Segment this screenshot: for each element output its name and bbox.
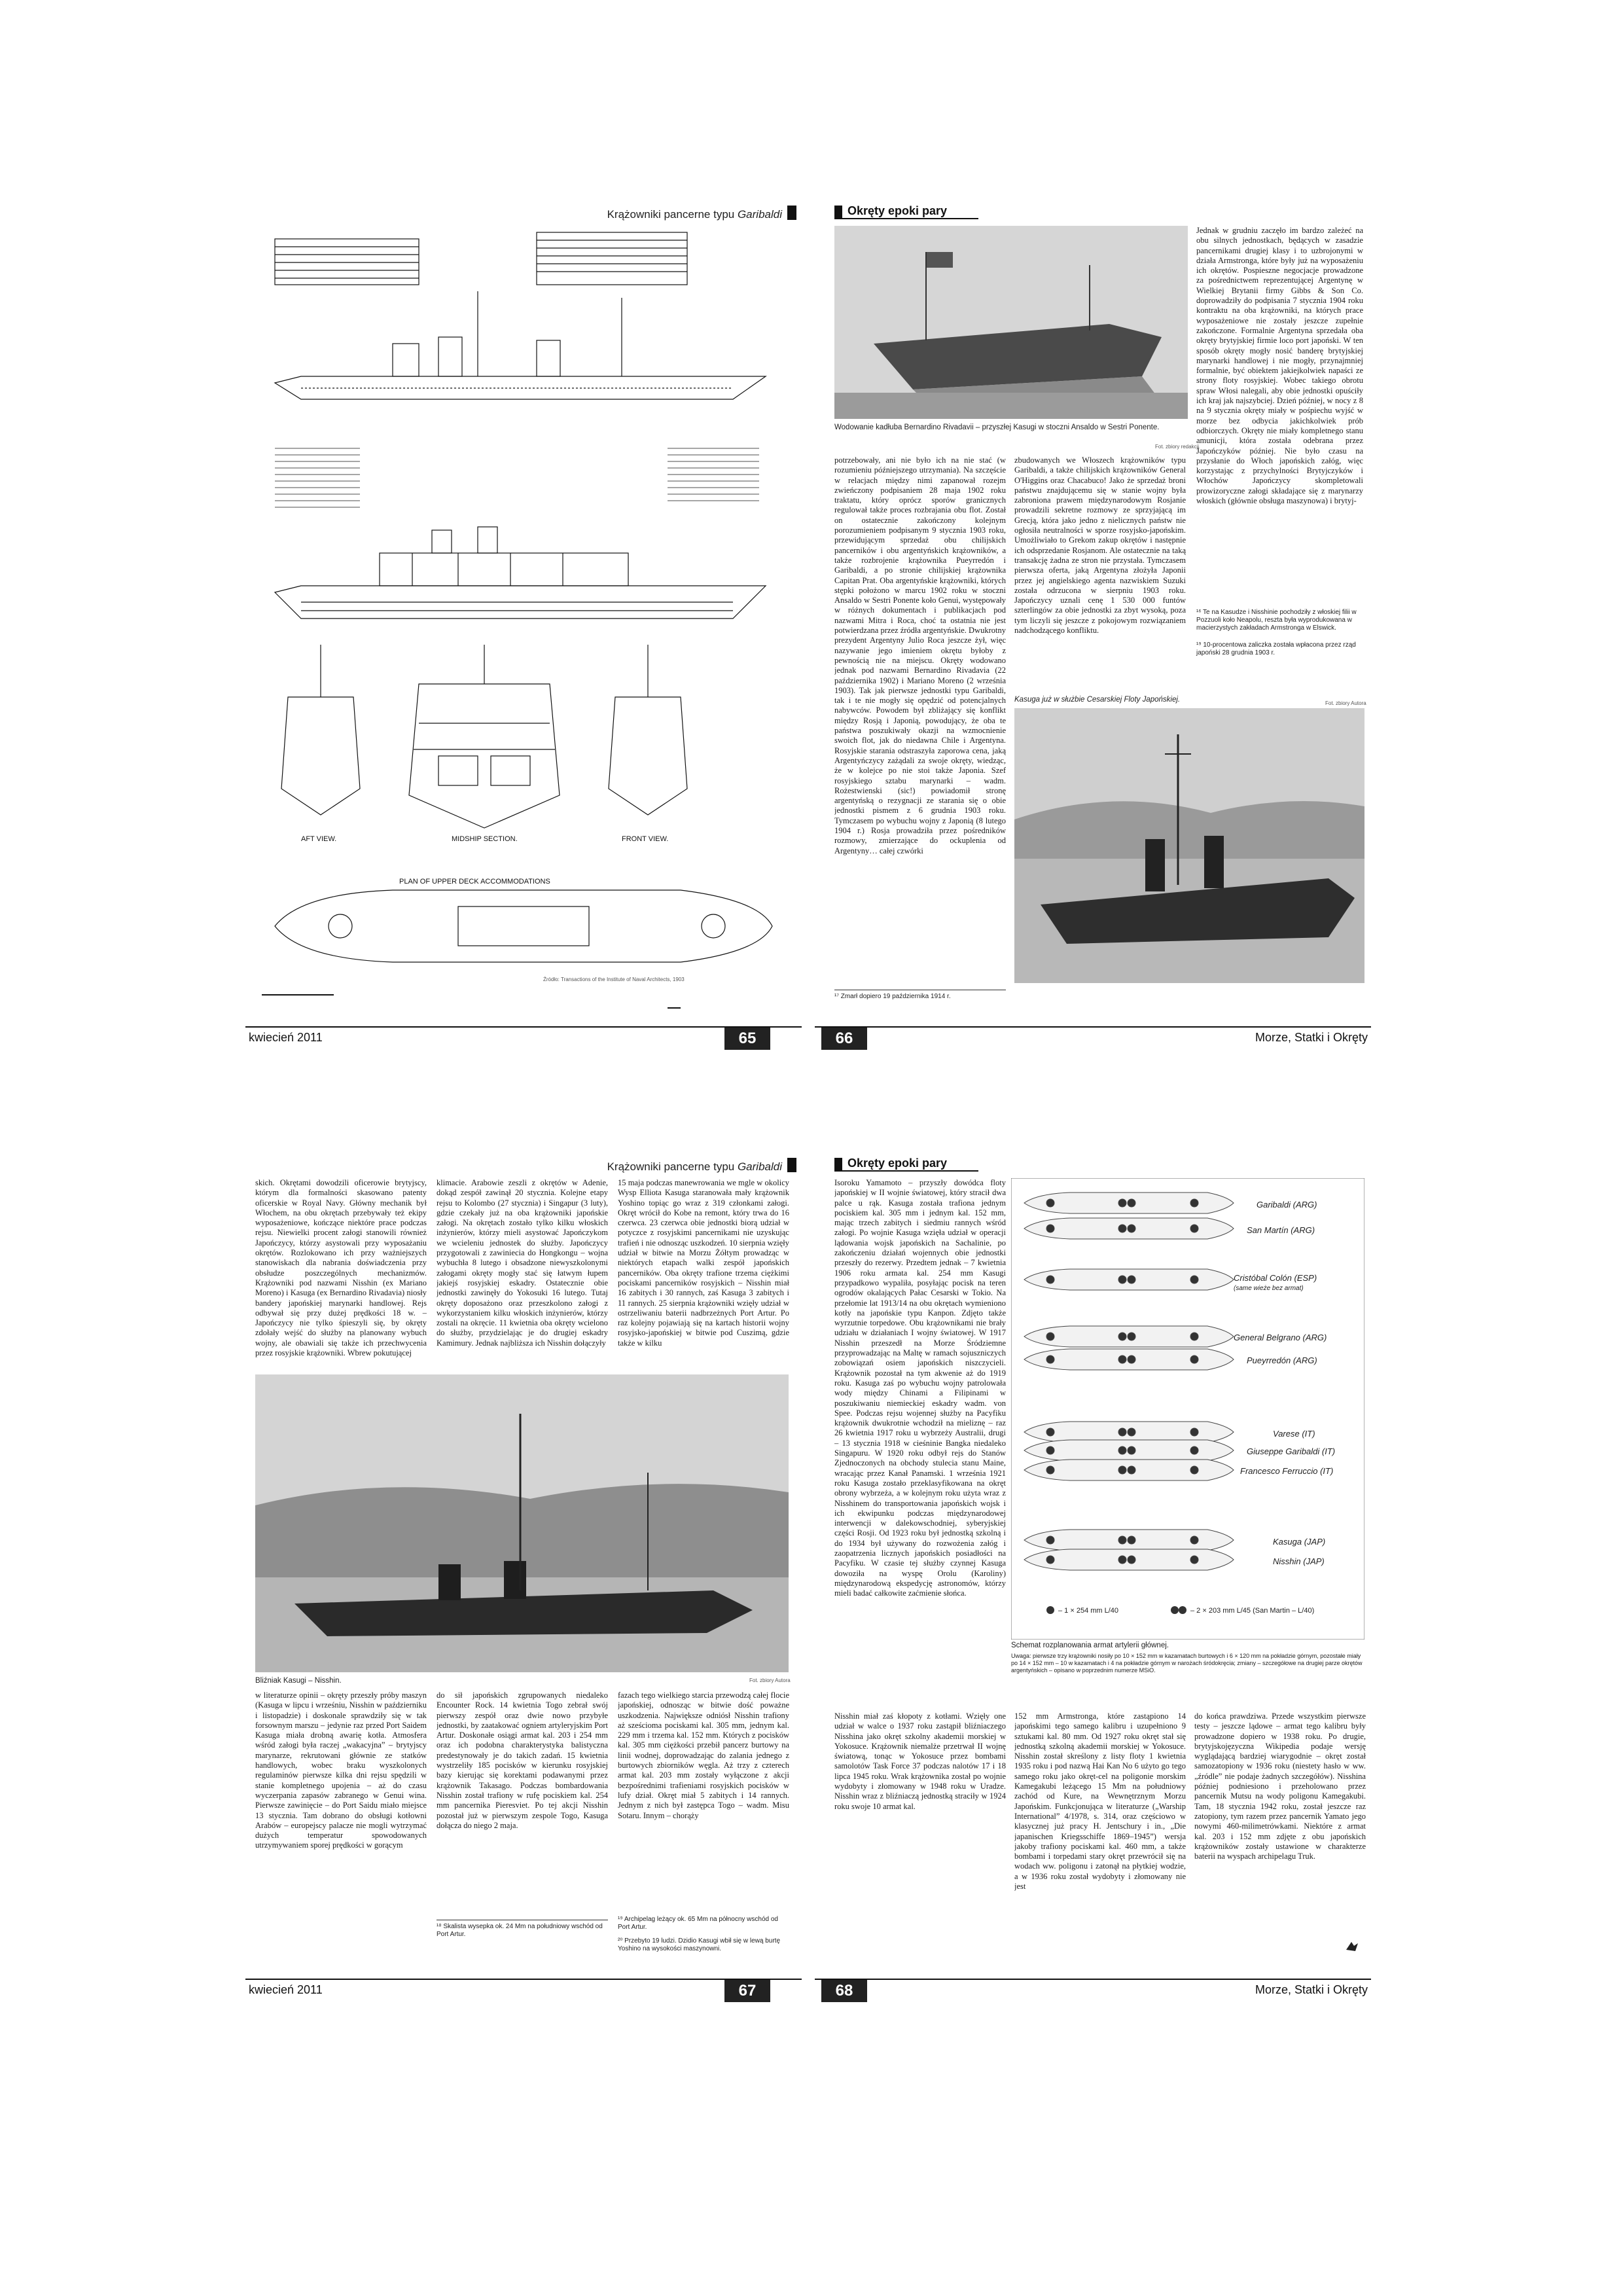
- gun-turret-marker: [1118, 1333, 1126, 1340]
- ship-label-general-belgrano: General Belgrano (ARG): [1234, 1333, 1327, 1342]
- gun-turret-marker: [1190, 1276, 1198, 1283]
- footnote-18: ¹⁸ Skalista wysepka ok. 24 Mm na południowy wschód od Port Artur.: [437, 1920, 608, 1939]
- gun-turret-marker: [1046, 1355, 1054, 1363]
- gun-turret-marker: [1190, 1446, 1198, 1454]
- gun-turret-marker: [1190, 1556, 1198, 1564]
- gun-turret-marker: [1128, 1428, 1135, 1436]
- page-number: 67: [724, 1980, 770, 2002]
- ship-label-francesco-ferruccio: Francesco Ferruccio (IT): [1240, 1466, 1334, 1476]
- gun-turret-marker: [1046, 1536, 1054, 1544]
- gun-turret-marker: [1190, 1225, 1198, 1232]
- header-marker: [787, 1158, 796, 1172]
- page-65: [245, 196, 802, 1064]
- gun-turret-marker: [1118, 1446, 1126, 1454]
- kasuga-photo: [1014, 708, 1364, 983]
- article-column-3: 15 maja podczas manewrowania we mgle w okolicy Wysp Elliota Kasuga staranowała mały krążownik Yoshino topiąc go wraz z 319 członkami załogi. Okręt wrócił do Kobe na remont, który trwa do 16 czerwca. 23 czerwca obie jednostki biorą udział w potyczce z rosyjskimi pancernikami nie uzyskując trafień i nie odnosząc uszkodzeń. 10 sierpnia wzięły udział w bitwie na Morzu Żółtym prowadząc w niektórych etapach walki zespół japońskich pancerników. Oba okręty trafione trzema ciężkimi pociskami pancerników rosyjskich – Nisshin miał 16 zabitych i 30 rannych, zaś Kasuga 3 zabitych i 11 rannych. 25 sierpnia krążowniki wzięły udział w ostrzeliwaniu baterii nadbrzeżnych Port Artur. Po raz kolejny pojawiają się na kartach historii wojny rosyjsko-japońskiej w bitwie pod Cuszimą, gdzie także w kilku: [618, 1178, 789, 1348]
- article-column-2: zbudowanych we Włoszech krążowników typu Garibaldi, a także chilijskich krążowników General O'Higgins oraz Chacabuco! Jako że sprzedaż broni państwu znajdującemu się w stanie wojny była zabroniona prawem międzynarodowym Rosjanie prowadzili sekretne rozmowy ze sprzyjającą im Grecją, która jako jedno z nielicznych państw nie ogłosiła neutralności w sporze rosyjsko-japońskim. Umożliwiało to Grekom zakup okrętów i następnie ich odsprzedanie Rosjanom. Ale ostatecznie na taką transakcję żadna ze stron nie przystała. Tymczasem pierwsza oferta, jaką Argentyna złożyła Japonii przez jej angielskiego agenta nazwiskiem Suzuki została odrzucona w sierpniu 1903 roku. Japończycy uznali cenę 1 530 000 funtów szterlingów za obie jednostki za zbyt wysoką, poza tym liczyli się jeszcze z pokojowym rozwiązaniem nadchodzącego konfliktu.: [1014, 456, 1186, 636]
- armament-layout-diagram: [1011, 1178, 1364, 1640]
- ship-label-cristobal-colon: Cristóbal Colón (ESP): [1234, 1273, 1317, 1283]
- footnote-19: ¹⁹ Archipelag leżący ok. 65 Mm na północny wschód od Port Artur.: [618, 1916, 778, 1931]
- legend-twin-gun-marker-2: [1179, 1606, 1186, 1614]
- article-column-3: Jednak w grudniu zaczęło im bardzo zależeć na obu silnych jednostkach, będących w zasadzie pancernikami drugiej klasy i to uzbrojonymi w działa Armstronga, które były już na wyposażeniu ich okrętów. Pospieszne negocjacje prowadzone za pośrednictwem reprezentującej Argentynę w Wielkiej Brytanii firmy Gibbs & Son Co. doprowadziły do podpisania 7 stycznia 1904 roku kontraktu na oba krążowniki, na których prace wyposażeniowe nie zostały jeszcze zupełnie zakończone. Formalnie Argentyna sprzedała oba okręty brytyjskiej firmie loco port japoński. W ten sposób okręty mogły nosić banderę brytyjskiej marynarki handlowej i nie mogły, przynajmniej formalnie, być obiektem jakiejkolwiek napaści ze strony floty rosyjskiej. Wobec takiego obrotu spraw Włosi nalegali, aby obie jednostki opuściły ich kraj jak najszybciej. Dzień później, w nocy z 8 na 9 stycznia okręty miały w pośpiechu wyjść w morze bez odbycia jakichkolwiek prób odbiorczych. Okręty nie miały kompletnego stanu amunicji, która została odebrana przez Japończyków później. Nie było czasu na przysłanie do Włoch japońskich załóg, więc korzystając z przychylności Brytyjczyków i Włochów Japończycy skompletowali prowizoryczne załogi składające się z marynarzy włoskich (głównie obsługa maszynowa) i brytyj-: [1196, 226, 1363, 506]
- footer-rule: [245, 1026, 802, 1028]
- midship-section-title: MIDSHIP SECTION.: [452, 835, 518, 843]
- ship-label-varese: Varese (IT): [1273, 1429, 1315, 1439]
- ship-label-kasuga: Kasuga (JAP): [1273, 1537, 1326, 1547]
- footer-rule: [815, 1026, 1371, 1028]
- gun-turret-marker: [1128, 1466, 1135, 1474]
- running-header: Okręty epoki pary: [834, 204, 978, 219]
- kasuga-photo-credit: Fot. zbiory Autora: [1325, 700, 1366, 706]
- footnote-16: ¹⁶ Te na Kasudze i Nisshinie pochodziły z włoskiej filii w Pozzuoli koło Neapolu, reszta była wyprodukowana w macierzystych zakładach Armstronga w Elswick.: [1196, 609, 1357, 632]
- diagram-caption: Schemat rozplanowania armat artylerii głównej.: [1011, 1641, 1169, 1649]
- gun-turret-marker: [1118, 1466, 1126, 1474]
- nisshin-photo-credit: Fot. zbiory Autora: [749, 1677, 791, 1683]
- gun-turret-marker: [1046, 1276, 1054, 1283]
- page-68: [815, 1149, 1371, 2016]
- gun-turret-marker: [1128, 1225, 1135, 1232]
- gun-turret-marker: [1046, 1556, 1054, 1564]
- article-column-1: potrzebowały, ani nie było ich na nie stać (w rozumieniu późniejszego utrzymania). Na szczęście w relacjach między nimi zapanował rozejm zwieńczony podpisaniem 28 maja 1902 roku traktatu, który oprócz sporów granicznych regulował także proces rozbrajania obu flot. Został on ostatecznie zakończony kolejnym porozumieniem podpisanym 9 stycznia 1903 roku, przewidującym sprzedaż obu chilijskich pancerników i obu argentyńskich krążowników, a także rozbrojenie krążownika Pueyrredón i Garibaldi, a po stronie chilijskiej krążownika Capitan Prat. Oba argentyńskie krążowniki, których stępki położono w marcu 1902 roku w stoczni Ansaldo w Sestri Ponente koło Genui, występowały w różnych dokumentach i publikacjach pod nazwami Mitra i Roca, choć ta ostatnia nie jest potwierdzana przez źródła argentyńskie. Dwukrotny prezydent Argentyny Julio Roca jeszcze żył, więc nazywanie jego imieniem okrętu byłoby z pewnością nie na miejscu. Okręty wodowano jednak pod nazwami Bernardino Rivadavia (22 października 1902) i Mariano Moreno (2 września 1903). Tak jak pierwsze jednostki typu Garibaldi, tak i te nie mogły się opędzić od potencjalnych nabywców. Powodem był zbliżający się konflikt między Rosją i Japonią, powodujący, że oba te państwa poszukiwały okazji na wzmocnienie swoich flot, jak do niedawna Chile i Argentyna. Rosyjskie starania odstraszyła zaporowa cena, jaką Argentyńczycy zażądali za swoje okręty, wiedząc, że w kolejce po nie stoi także Japonia. Szef rosyjskiego sztabu marynarki – wadm. Rożestwienski (sic!) powiadomił stronę argentyńską o rezygnacji ze starania się o obie jednostki pismem z 6 grudnia 1903 roku. Tymczasem po wybuchu wojny z Japonią (8 lutego 1904 r.) Rosja prowadziła przez pośredników rozmowy, zmierzające do ockuplenia od Argentyny… całej czwórki: [834, 456, 1006, 855]
- gun-turret-marker: [1118, 1556, 1126, 1564]
- gun-turret-marker: [1128, 1536, 1135, 1544]
- header-marker: [787, 206, 796, 220]
- launch-photo-caption: Wodowanie kadłuba Bernardino Rivadavii – przyszłej Kasugi w stoczni Ansaldo w Sestri Ponente.: [834, 423, 1160, 431]
- launch-photo: [834, 226, 1188, 419]
- footnote-20: ²⁰ Przebyto 19 ludzi. Dzidio Kasugi wbił się w lewą burtę Yoshino na wysokości maszynowni.: [618, 1937, 781, 1952]
- gun-turret-marker: [1046, 1428, 1054, 1436]
- gun-turret-marker: [1118, 1225, 1126, 1232]
- legend-twin-gun: – 2 × 203 mm L/45 (San Martin – L/40): [1190, 1607, 1315, 1615]
- kasuga-photo-caption: Kasuga już w służbie Cesarskiej Floty Japońskiej.: [1014, 696, 1181, 704]
- article-column-3: do końca prawdziwa. Przede wszystkim pierwsze testy – jeszcze lądowe – armat tego kalibru były prowadzone dopiero w 1938 roku. Po drugie, brytyjskojęzyczna Wikipedia podaje wersję wyglądającą bardziej wiarygodnie – okręt został samozatopiony w 1936 roku (niestety hasło w ww. „źródle” nie podaje żadnych szczegółów). Nisshina później podniesiono i przeholowano przez pancernik Mutsu na wody poligonu Kamegakubi. Tam, 18 stycznia 1942 roku, został jeszcze raz zatopiony, tym razem przez pancernik Yamato jego nowymi 460-milimetrówkami. Niektóre z armat kal. 203 i 152 mm zdjęte z obu japońskich krążowników zostały ustawione w charakterze baterii na wyspach archipelagu Truk.: [1194, 1712, 1366, 1861]
- ship-label-pueyrredon: Pueyrredón (ARG): [1247, 1355, 1317, 1365]
- gun-turret-marker: [1118, 1199, 1126, 1207]
- page-number: 65: [724, 1028, 770, 1050]
- footnote-19: ¹⁹ 10-procentowa zaliczka została wpłacona przez rząd japoński 28 grudnia 1903 r.: [1196, 641, 1356, 656]
- gun-turret-marker: [1118, 1536, 1126, 1544]
- ship-label-cristobal-colon-note: (same wieże bez armat): [1234, 1285, 1304, 1292]
- legend-twin-gun-marker: [1171, 1606, 1179, 1614]
- ship-label-san-martin: San Martín (ARG): [1247, 1225, 1315, 1235]
- gun-turret-marker: [1118, 1428, 1126, 1436]
- gun-turret-marker: [1128, 1446, 1135, 1454]
- gun-turret-marker: [1118, 1355, 1126, 1363]
- running-header: Okręty epoki pary: [834, 1157, 978, 1172]
- article-column-1: Isoroku Yamamoto – przyszły dowódca floty japońskiej w II wojnie światowej, który stracił dwa palce u rąk. Kasuga została trafiona jednym pociskiem kal. 305 mm i jednym kal. 152 mm, mając trzech zabitych i siedmiu rannych wśród załogi. Po wojnie Kasuga wzięła udział w operacji lądowania wojsk japońskich na Sachalinie, po zakończeniu działań wojennych obie jednostki przeszły do rezerwy. Przedtem jednak – 7 kwietnia 1906 roku armata kal. 254 mm Kasugi przypadkowo wypaliła, posyłając pocisk na teren ogrodów okalających Pałac Cesarski w Tokio. Na przełomie lat 1913/14 na obu okrętach wymieniono kotły na japońskie typu Kanpon. Zdjęto także wyrzutnie torpedowe. Obu krążownikami nie brały udziału w działaniach I wojny światowej. W 1917 Nisshin przeszedł na Morze Śródziemne przyprowadzając na Maltę w ramach sojuszniczych zobowiązań osiem japońskich niszczycieli. Krążownik pozostał na tym akwenie aż do 1919 roku. Kasuga zaś po wybuchu wojny patrolowała wody między Chinami a Filipinami w poszukiwaniu niemieckiej eskadry wadm. von Spee. Podczas rejsu wojennej służby na Pacyfiku krążownik dwukrotnie wchodził na mieliznę – raz 26 kwietnia 1917 roku u wybrzeży Australii, drugi – 13 stycznia 1918 w cieśninie Bangka niedaleko Singapuru. W 1920 roku odbył rejs do Stanów Zjednoczonych na obchody stulecia stanu Maine, wracając przez Kanał Panamski. 1 września 1921 roku Kasuga zostało przeklasyfikowana na okręt obrony wybrzeża, a w kolejnym roku użyta wraz z Nisshinem do transportowania japońskich wojsk i ich ekwipunku podczas międzynarodowej interwencji w dalekowschodniej, syberyjskiej części Rosji. Od 1923 roku był jednostką szkolną i do 1934 był używany do rozwożenia załóg i zaopatrzenia licznych japońskich posiadłości na Pacyfiku. W czasie tej służby czynnej Kasuga dowoziła na wyspę Orolu (Karoliny) międzynarodową ekspedycję astronomów, którzy mieli badać całkowite zaćmienie słońca.: [834, 1178, 1006, 1598]
- page-number: 68: [821, 1980, 867, 2002]
- end-mark-icon: [1345, 1941, 1359, 1952]
- gun-turret-marker: [1190, 1199, 1198, 1207]
- footer-rule: [815, 1979, 1371, 1980]
- page-number: 66: [821, 1028, 867, 1050]
- gun-turret-marker: [1046, 1225, 1054, 1232]
- running-header: Krążowniki pancerne typu Garibaldi: [607, 1160, 782, 1173]
- ship-technical-drawing: [262, 226, 785, 1024]
- gun-turret-marker: [1190, 1333, 1198, 1340]
- ship-label-nisshin: Nisshin (JAP): [1273, 1556, 1325, 1566]
- article-column-2: 152 mm Armstronga, które zastąpiono 14 japońskimi tego samego kalibru i uzupełniono 9 sztukami kal. 80 mm. Od 1927 roku okręt stał się jednostką szkolną akademii morskiej w Yokosuce. Nisshin został skreślony z listy floty 1 kwietnia 1935 roku i pod nazwą Hai Kan No 6 użyto go tego samego roku jako okręt-cel na poligonie morskim Kamegakubi leżącego 15 Mm na południowy zachód od Kure, na Wewnętrznym Morzu Japońskim. Funkcjonująca w literaturze („Warship International” 4/1978, s. 314, oraz częściowo w klasycznej już pracy H. Jentschury i in., „Die japanischen Kriegsschiffe 1869–1945”) wersja jakoby trafiony pociskami kal. 460 mm, a także bombami i torpedami stary okręt przewrócił się na wodach ww. poligonu i zatonął na płytkiej wodzie, a w 1936 roku został wydobyty i złomowany nie jest: [1014, 1712, 1186, 1892]
- ship-label-giuseppe-garibaldi: Giuseppe Garibaldi (IT): [1247, 1446, 1336, 1456]
- article-column-1-continued: Nisshin miał zaś kłopoty z kotłami. Wzięły one udział w walce o 1937 roku zastąpił bliźniaczego Nisshina jako okręt szkolny akademii morskiej w Yokosuce. Krążownik niemalże przetrwał II wojnę światową, tonąc w Yokosuce przez bombami samolotów Task Force 37 podczas nalotów 17 i 18 lipca 1945 roku. Wrak krążownika został po wojnie wydobyty i złomowany w 1948 roku w Uradze. Nisshin wraz z bliźniaczą jednostką straciły w 1924 roku swoje 10 armat kal.: [834, 1712, 1006, 1811]
- gun-turret-marker: [1190, 1428, 1198, 1436]
- running-header: Krążowniki pancerne typu Garibaldi: [607, 208, 782, 221]
- gun-turret-marker: [1046, 1199, 1054, 1207]
- footer-title: Morze, Statki i Okręty: [1255, 1983, 1368, 1996]
- gun-turret-marker: [1128, 1199, 1135, 1207]
- page-66: [815, 196, 1371, 1064]
- gun-turret-marker: [1128, 1355, 1135, 1363]
- front-view-title: FRONT VIEW.: [622, 835, 669, 843]
- drawing-source: Źródło: Transactions of the Institute of Naval Architects, 1903: [543, 977, 685, 982]
- legend-single-gun: – 1 × 254 mm L/40: [1058, 1607, 1119, 1615]
- gun-turret-marker: [1190, 1466, 1198, 1474]
- gun-turret-marker: [1190, 1536, 1198, 1544]
- footer-date: kwiecień 2011: [249, 1031, 323, 1044]
- footer-title: Morze, Statki i Okręty: [1255, 1031, 1368, 1044]
- aft-view-title: AFT VIEW.: [301, 835, 337, 843]
- article-column-2: klimacie. Arabowie zeszli z okrętów w Adenie, dokąd zespół zawinął 20 stycznia. Kolejne etapy rejsu to Kolombo (27 stycznia) i Singapur (3 luty), gdzie czekały już na oba krążowniki japońskie załogi. Na okrętach zostało tylko kilku włoskich inżynierów, którzy mieli asystować Japończykom we wcieleniu jednostek do służby. Japończycy przygotowali z zawiniecia do Hongkongu – wojna wybuchła 8 lutego i obsadzone niewyszkolonymi załogami okręty mogły stać się łatwym łupem jakiejś rosyjskiej eskadry. Ostatecznie obie jednostki zawinęły do Yokosuki 16 lutego. Tutaj okręty doposażono oraz przeszkolono załogi z wykorzystaniem kilku włoskich inżynierów, którzy zostali na okręcie. 11 kwietnia oba okręty wcielono do służby, przydzielając je do drugiej eskadry Kamimury. Jednak najbliższa ich Nisshin dołączyły: [437, 1178, 608, 1348]
- nisshin-photo-caption: Bliźniak Kasugi – Nisshin.: [255, 1677, 342, 1685]
- gun-turret-marker: [1046, 1466, 1054, 1474]
- ship-label-garibaldi-arg: Garibaldi (ARG): [1257, 1200, 1317, 1210]
- footnote-17: ¹⁷ Zmarł dopiero 19 października 1914 r.: [834, 990, 1006, 1001]
- legend-single-gun-marker: [1046, 1606, 1054, 1614]
- gun-turret-marker: [1118, 1276, 1126, 1283]
- page-67: [245, 1149, 802, 2016]
- launch-photo-credit: Fot. zbiory redakcji: [1155, 444, 1200, 450]
- gun-turret-marker: [1046, 1333, 1054, 1340]
- gun-turret-marker: [1128, 1333, 1135, 1340]
- article-column-1: skich. Okrętami dowodzili oficerowie brytyjscy, którym dla formalności skasowano patenty oficerskie w Royal Navy. Główny mechanik był Włochem, na obu okrętach przebywały też ekipy wyposażeniowe, kończące niektóre prace podczas rejsu. Niewielki procent załogi stanowili również Japończycy, którzy asystowali przy wyposażaniu okrętów. Rozlokowano ich przy ważniejszych stanowiskach dla nabrania doświadczenia przy obsłudze poszczególnych mechanizmów. Krążowniki pod nazwami Nisshin (ex Mariano Moreno) i Kasuga (ex Bernardino Rivadavia) niosły bandery japońskiej marynarki handlowej. Rejs odbywał się przy dużej prędkości 18 w. – Japończycy nie tylko śpieszyli się, by okręty zdołały wejść do służby na planowany wybuch wojny, ale obawiali się także ich przechwycenia przez rosyjskie krążowniki. Wbrew pokutującej: [255, 1178, 427, 1358]
- article-column-6: fazach tego wielkiego starcia przewodzą całej flocie japońskiej, odnosząc w bitwie dość poważne uszkodzenia. Największe odniósł Nisshin trafiony aż sześcioma pociskami kal. 305 mm, jednym kal. 229 mm i trzema kal. 152 mm. Których z pocisków kal. 305 mm ciężkości przebił pancerz burtowy na linii wodnej, doprowadzając do zalania jednego z burtowych zbiorników węgla. Aż trzy z czterech armat kal. 203 mm zostały wyłączone z akcji bezpośrednimi trafieniami rosyjskich pocisków w lufy dział. Okręt miał 5 zabitych i 14 rannych. Jednym z nich był zastępca Togo – wadm. Misu Sotaru. Innym – chorąży: [618, 1691, 789, 1820]
- diagram-note: Uwaga: pierwsze trzy krążowniki nosiły po 10 × 152 mm w kazamatach burtowych i 6 × 120 mm na pokładzie górnym, pozostałe miały po 14 × 152 mm – 10 w kazamatach i 4 na pokładzie górnym w narożach śródokręcia; zmiany – szczegółowe na drugiej parze okrętów argentyńskich – opisano w poprzednim numerze MSiO.: [1011, 1653, 1363, 1674]
- upper-deck-title: PLAN OF UPPER DECK ACCOMMODATIONS: [399, 878, 550, 886]
- footer-rule: [245, 1979, 802, 1980]
- article-column-5: do sił japońskich zgrupowanych niedaleko Encounter Rock. 14 kwietnia Togo zebrał swój pierwszy zespół oraz dwie nowo przybyłe jednostki, by zaatakować ogniem artyleryjskim Port Artur. Doskonałe osiągi armat kal. 203 i 254 mm oraz ich podobna charakterystyka balistyczna predestynowały je do takich zadań. 15 kwietnia wystrzeliły 185 pocisków w kierunku rosyjskiej bazy kierując się korektami podawanymi przez krążownik Takasago. Podczas bombardowania Nisshin został trafiony w rufę pociskiem kal. 254 mm pancernika Pieresviet. Po tej akcji Nisshin pozostał już w pierwszym zespole Togo, Kasuga dołącza do niego 2 maja.: [437, 1691, 608, 1830]
- gun-turret-marker: [1128, 1556, 1135, 1564]
- footer-date: kwiecień 2011: [249, 1983, 323, 1996]
- gun-turret-marker: [1190, 1355, 1198, 1363]
- article-column-4: w literaturze opinii – okręty przeszły próby maszyn (Kasuga w lipcu i wrześniu, Nisshin w październiku i listopadzie) i doskonale sprawdziły się w tak forsownym marszu – jedynie raz przed Port Saidem Kasuga miała drobną awarię kotła. Atmosfera wśród załogi była raczej „wakacyjna” – brytyjscy marynarze, rekrutowani głównie ze statków handlowych, wobec braku wyszkolonych regulaminów pierwsze kilka dni rejsu spędzili w stanie kompletnego upojenia – aż do czasu wyczerpania zapasów zabranego w Genui wina. Pierwsze zawinięcie – do Port Saidu miało miejsce 13 stycznia. Tam dobrano do obsługi kotłowni Arabów – europejscy palacze nie mogli wytrzymać dużych temperatur spowodowanych utrzymywaniem sporej prędkości w gorącym: [255, 1691, 427, 1850]
- gun-turret-marker: [1046, 1446, 1054, 1454]
- gun-turret-marker: [1128, 1276, 1135, 1283]
- nisshin-photo: [255, 1374, 789, 1672]
